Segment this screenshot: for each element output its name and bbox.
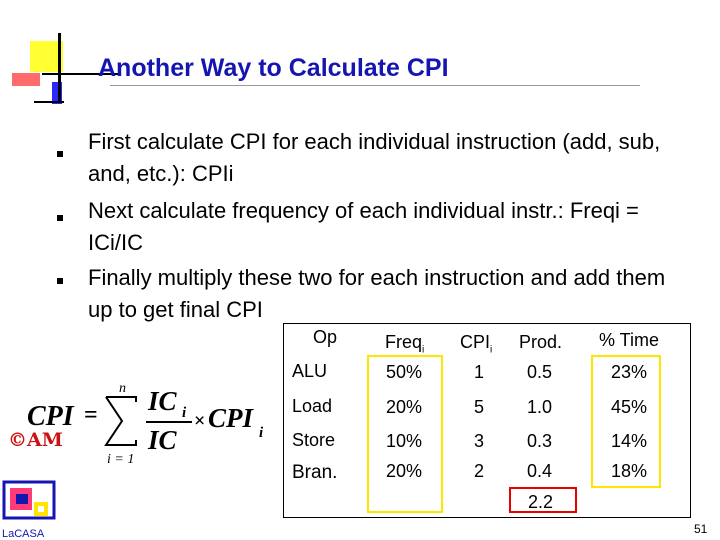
formula-sum-top: n xyxy=(119,381,126,396)
table-row-op: Store xyxy=(292,430,336,450)
table-row-op: ALU xyxy=(292,361,328,381)
table-row-prod: 0.4 xyxy=(527,461,553,481)
table-row-prod: 0.5 xyxy=(527,362,553,382)
table-row-freq: 20% xyxy=(386,461,423,481)
bullet-2: Next calculate frequency of each individual instr.: Freqi = ICi/IC xyxy=(88,198,639,255)
title-rule xyxy=(110,85,640,86)
formula-sum-bottom: i = 1 xyxy=(107,452,135,465)
title-ornament-hline2 xyxy=(34,101,64,103)
header-freq: Freq$_i$ xyxy=(385,332,425,356)
page-number: 51 xyxy=(694,522,708,536)
formula-times: × xyxy=(194,410,206,432)
bullet-marker xyxy=(57,151,63,157)
table-row-freq: 20% xyxy=(386,397,423,417)
am-copyright: ©AM xyxy=(8,429,63,451)
summation-icon xyxy=(106,397,136,445)
header-time: % Time xyxy=(599,330,660,350)
title-ornament-vline xyxy=(58,33,61,101)
table-row-prod: 0.3 xyxy=(527,431,553,451)
table-row-op: Load xyxy=(292,396,333,416)
lacasa-label: LaCASA xyxy=(2,528,45,540)
table-row-time: 45% xyxy=(611,397,648,417)
formula-cpi-sub: i xyxy=(259,425,264,441)
bullet-1: First calculate CPI for each individual instruction (add, sub, and, etc.): CPIi xyxy=(88,129,661,186)
table-row-prod: 1.0 xyxy=(527,397,553,417)
bullet-marker xyxy=(57,278,63,284)
header-prod: Prod. xyxy=(519,332,563,352)
cpi-formula xyxy=(22,375,282,465)
table-row-cpi: 2 xyxy=(474,461,485,481)
formula-equals: = xyxy=(84,402,98,428)
slide-title: Another Way to Calculate CPI xyxy=(98,54,449,82)
table-row-cpi: 1 xyxy=(474,362,485,382)
bullet-marker xyxy=(57,215,63,221)
table-row-time: 23% xyxy=(611,362,648,382)
lacasa-logo-icon xyxy=(2,480,57,520)
formula-numerator: IC xyxy=(148,386,177,416)
formula-lhs: CPI xyxy=(27,401,74,432)
table-row-freq: 10% xyxy=(386,431,423,451)
header-cpi: $CPI_i$ xyxy=(460,332,493,356)
table-row-time: 18% xyxy=(611,461,648,481)
table-row-op: Bran. xyxy=(292,462,338,483)
formula-denominator: IC xyxy=(148,425,177,455)
formula-cpi: CPI xyxy=(208,403,254,433)
total-cpi: 2.2 xyxy=(528,492,554,512)
table-row-time: 14% xyxy=(611,431,648,451)
title-ornament-red xyxy=(12,73,40,86)
table-row-freq: 50% xyxy=(386,362,423,382)
bullet-3: Finally multiply these two for each instruction and add them up to get final CPI xyxy=(88,265,666,322)
header-op: Op xyxy=(313,327,338,347)
table-row-cpi: 3 xyxy=(474,431,485,451)
table-row-cpi: 5 xyxy=(474,397,485,417)
formula-numerator-sub: i xyxy=(182,405,187,421)
